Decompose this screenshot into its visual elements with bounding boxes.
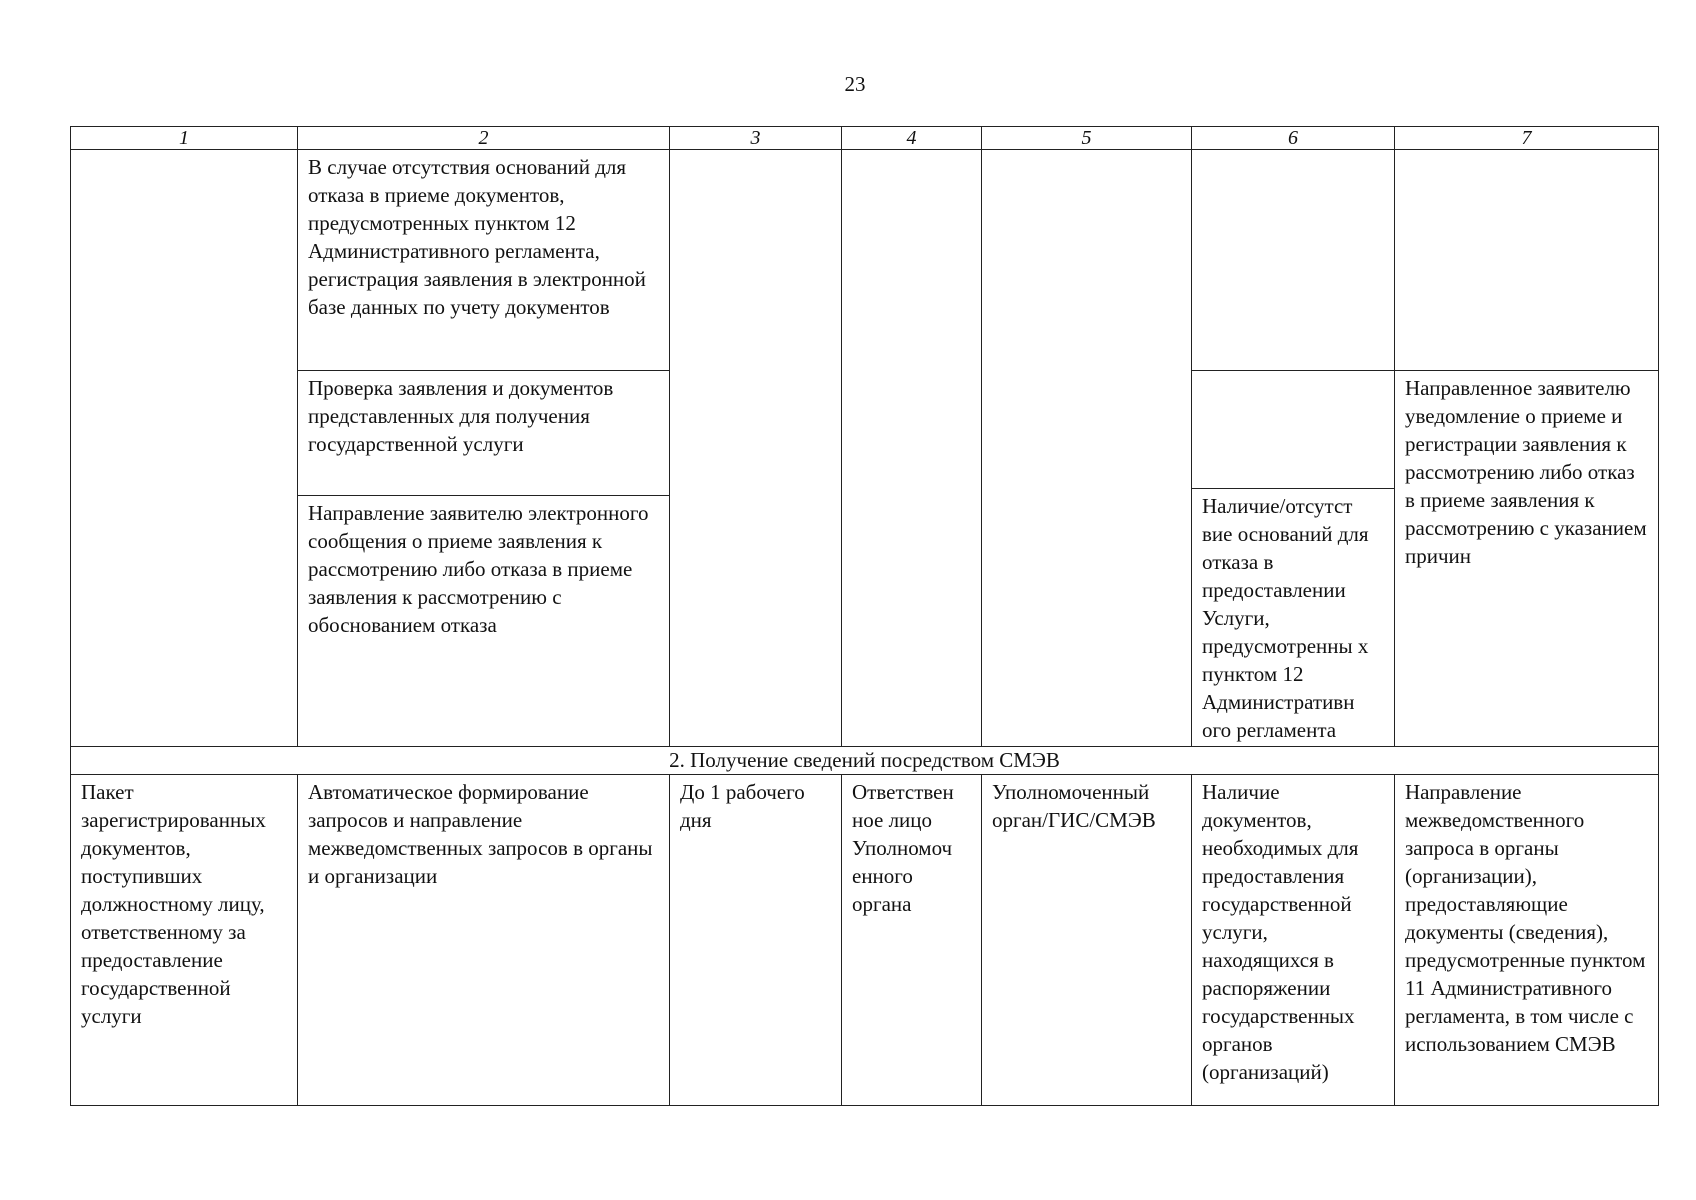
action-cell: В случае отсутствия оснований для отказа в приеме документов, предусмотренных пунктом 12 Административного регламента, регистрация заявления в электронной базе данных по учету документов bbox=[298, 150, 670, 371]
column-number: 6 bbox=[1192, 127, 1395, 150]
regulation-table bbox=[70, 126, 1659, 1106]
page-number: 23 bbox=[844, 72, 866, 96]
column-number: 3 bbox=[670, 127, 842, 150]
result-cell: Направление межведомственного запроса в органы (организации), предоставляющие документы (сведения), предусмотренные пунктом 11 Административного регламента, в том числе с использованием СМЭВ bbox=[1395, 775, 1659, 1106]
column-number: 1 bbox=[71, 127, 298, 150]
term-cell: До 1 рабочего дня bbox=[670, 775, 842, 1106]
section-row bbox=[71, 747, 1659, 775]
criteria-cell-empty bbox=[1192, 150, 1395, 371]
result-cell-empty bbox=[1395, 150, 1659, 371]
criteria-cell bbox=[1192, 371, 1395, 747]
responsible-cell-empty bbox=[842, 150, 982, 747]
criteria-text: Наличие/отсутст вие оснований для отказа в предоставлении Услуги, предусмотренны х пунктом 12 Административн ого регламента bbox=[1202, 494, 1369, 742]
term-cell-empty bbox=[670, 150, 842, 747]
action-cell: Проверка заявления и документов представленных для получения государственной услуги bbox=[298, 371, 670, 496]
place-cell: Уполномоченный орган/ГИС/СМЭВ bbox=[982, 775, 1192, 1106]
table-row bbox=[71, 150, 1659, 371]
column-number: 4 bbox=[842, 127, 982, 150]
table-row bbox=[71, 775, 1659, 1106]
basis-cell: Пакет зарегистрированных документов, поступивших должностному лицу, ответственному за предоставление государственной услуги bbox=[71, 775, 298, 1106]
section-title: 2. Получение сведений посредством СМЭВ bbox=[71, 747, 1659, 775]
responsible-cell: Ответствен ное лицо Уполномоч енного органа bbox=[842, 775, 982, 1106]
criteria-cell: Наличие документов, необходимых для предоставления государственной услуги, находящихся в распоряжении государственных органов (организаций) bbox=[1192, 775, 1395, 1106]
column-number: 2 bbox=[298, 127, 670, 150]
action-cell: Автоматическое формирование запросов и направление межведомственных запросов в органы и организации bbox=[298, 775, 670, 1106]
basis-cell-empty bbox=[71, 150, 298, 747]
column-number: 7 bbox=[1395, 127, 1659, 150]
action-cell: Направление заявителю электронного сообщения о приеме заявления к рассмотрению либо отказа в приеме заявления к рассмотрению с обоснованием отказа bbox=[298, 496, 670, 747]
result-cell: Направленное заявителю уведомление о приеме и регистрации заявления к рассмотрению либо отказ в приеме заявления к рассмотрению с указанием причин bbox=[1395, 371, 1659, 747]
column-number: 5 bbox=[982, 127, 1192, 150]
place-cell-empty bbox=[982, 150, 1192, 747]
criteria-cell-blank bbox=[1192, 371, 1394, 489]
column-number-row bbox=[71, 127, 1659, 150]
